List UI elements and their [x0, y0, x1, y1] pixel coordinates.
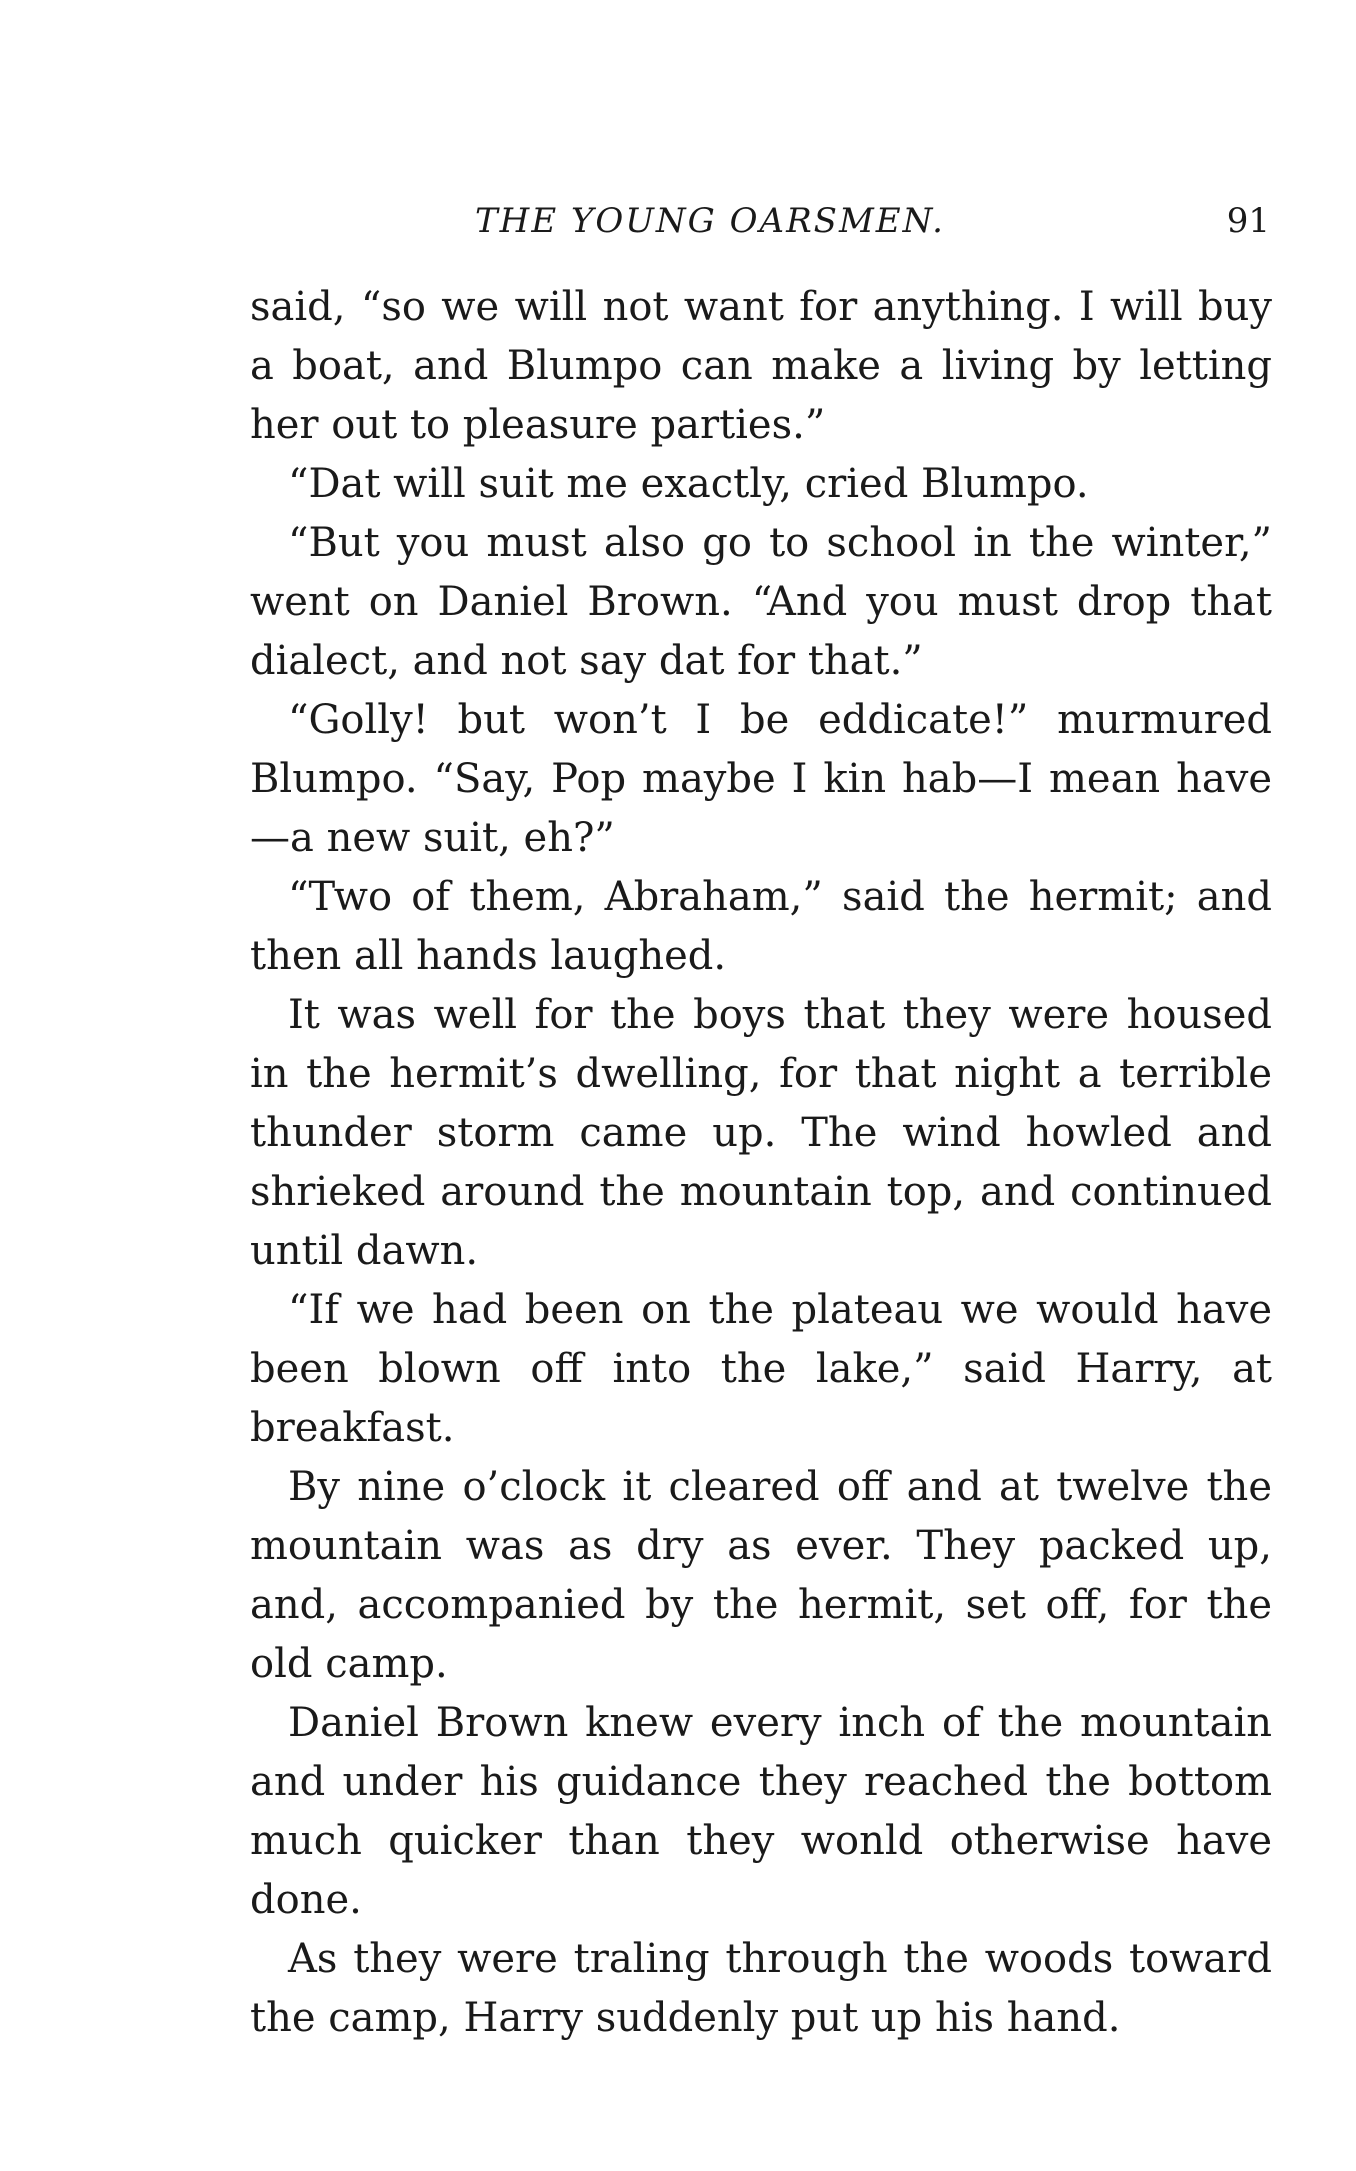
body-text — [250, 278, 1272, 2048]
paragraph: By nine o’clock it cleared off and at twelve the mountain was as dry as ever. They packed up, and, accompanied by the hermit, set off, for the old camp. — [250, 1464, 1272, 1687]
paragraph: “But you must also go to school in the winter,” went on Daniel Brown. “And you must drop that dialect, and not say dat for that.” — [250, 520, 1272, 684]
paragraph: “Dat will suit me exactly, cried Blumpo. — [288, 461, 1089, 507]
paragraph: “Two of them, Abraham,” said the hermit; and then all hands laughed. — [250, 874, 1272, 979]
paragraph: It was well for the boys that they were housed in the hermit’s dwelling, for that night a terrible thunder storm came up. The wind howled and shrieked around the mountain top, and continued until dawn. — [250, 992, 1272, 1274]
running-title: THE YOUNG OARSMEN. — [475, 201, 945, 241]
paragraph: “Golly! but won’t I be eddicate!” murmured Blumpo. “Say, Pop maybe I kin hab—I mean have—a new suit, eh?” — [250, 697, 1272, 861]
running-head — [250, 196, 1270, 246]
paragraph: Daniel Brown knew every inch of the mountain and under his guidance they reached the bottom much quicker than they wonld otherwise have done. — [250, 1700, 1272, 1923]
page-number: 91 — [1226, 201, 1270, 241]
paragraph-continued: said, “so we will not want for anything. I will buy a boat, and Blumpo can make a living by letting her out to pleasure parties.” — [250, 284, 1272, 448]
paragraph: As they were traling through the woods toward the camp, Harry suddenly put up his hand. — [250, 1936, 1272, 2041]
paragraph: “If we had been on the plateau we would have been blown off into the lake,” said Harry, at breakfast. — [250, 1287, 1272, 1451]
